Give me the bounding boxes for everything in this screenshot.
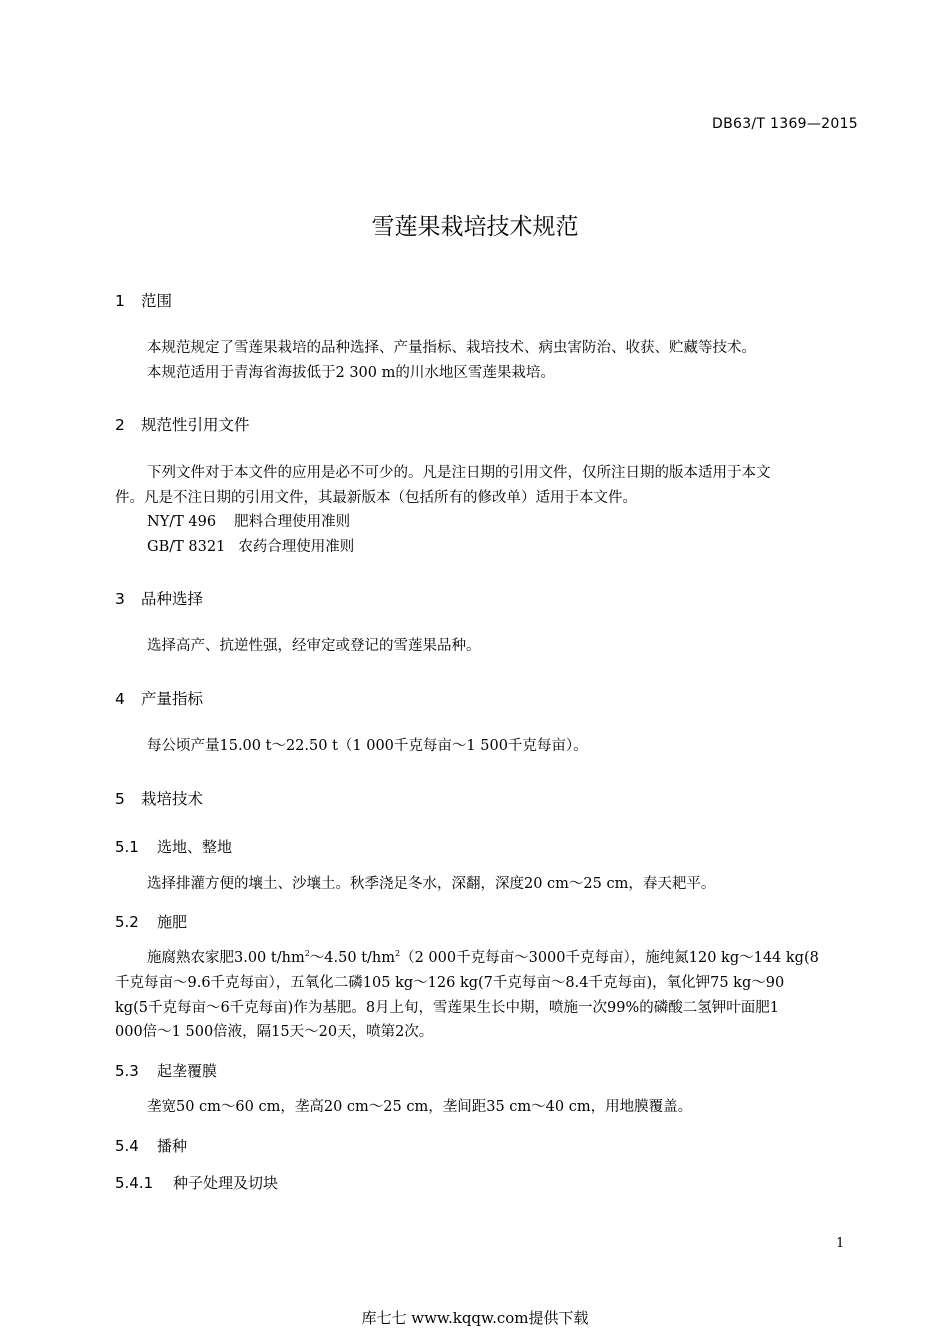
section-5-2-line-3: kg(5千克每亩～6千克每亩)作为基肥。8月上旬，雪莲果生长中期，喷施一次99%的磷酸二氢钾叶面肥1: [115, 1000, 780, 1016]
fertilizer-text: （2 000千克每亩～3000千克每亩），施纯氮120 kg～144 kg(8: [400, 950, 819, 966]
fertilizer-text: ～4.50 t/hm: [309, 950, 395, 966]
section-5-2-heading: [115, 911, 187, 932]
section-title: 起垄覆膜: [157, 1062, 218, 1080]
section-5-3-paragraph: 垄宽50 cm～60 cm，垄高20 cm～25 cm，垄间距35 cm～40 cm，用地膜覆盖。: [147, 1099, 693, 1115]
page-number: 1: [836, 1236, 845, 1251]
page-title: 雪莲果栽培技术规范: [371, 214, 579, 240]
document-code: DB63/T 1369—2015: [712, 116, 858, 132]
reference-code: GB/T 8321: [147, 539, 226, 555]
section-1-paragraph-1: 本规范规定了雪莲果栽培的品种选择、产量指标、栽培技术、病虫害防治、收获、贮藏等技术。: [147, 340, 756, 356]
section-5-2-line-1: [147, 946, 819, 970]
section-4-heading: [115, 687, 203, 709]
superscript: 2: [304, 949, 310, 959]
section-3-paragraph: 选择高产、抗逆性强，经审定或登记的雪莲果品种。: [147, 638, 481, 654]
section-number: 4: [115, 690, 125, 708]
section-title: 栽培技术: [141, 790, 204, 808]
section-3-heading: [115, 587, 203, 609]
section-5-4-1-heading: [115, 1172, 278, 1193]
section-number: 5.4: [115, 1137, 139, 1155]
section-title: 施肥: [157, 913, 188, 931]
section-number: 3: [115, 590, 125, 608]
section-5-2-line-4: 000倍～1 500倍液，隔15天～20天，喷第2次。: [115, 1024, 434, 1040]
section-2-paragraph-line-2: 件。凡是不注日期的引用文件，其最新版本（包括所有的修改单）适用于本文件。: [115, 490, 637, 506]
fertilizer-text: 施腐熟农家肥3.00 t/hm: [147, 950, 305, 966]
section-title: 范围: [141, 292, 173, 310]
reference-title: 肥料合理使用准则: [234, 514, 351, 530]
section-title: 规范性引用文件: [141, 416, 250, 434]
section-2-heading: [115, 413, 250, 435]
section-number: 2: [115, 416, 125, 434]
section-number: 5.3: [115, 1062, 139, 1080]
section-number: 5: [115, 790, 125, 808]
section-5-1-paragraph: 选择排灌方便的壤土、沙壤土。秋季浇足冬水，深翻，深度20 cm～25 cm，春天耙平。: [147, 876, 716, 892]
section-title: 种子处理及切块: [173, 1174, 279, 1192]
section-title: 产量指标: [141, 690, 204, 708]
reference-title: 农药合理使用准则: [238, 539, 355, 555]
section-title: 选地、整地: [157, 838, 233, 856]
section-title: 播种: [157, 1137, 188, 1155]
section-number: 5.1: [115, 838, 139, 856]
reference-code: NY/T 496: [147, 514, 217, 530]
section-number: 5.4.1: [115, 1174, 154, 1192]
section-4-paragraph: 每公顷产量15.00 t～22.50 t（1 000千克每亩～1 500千克每亩）。: [147, 738, 588, 754]
reference-item-2: [147, 535, 354, 559]
download-source-footer: 库七七 www.kqqw.com提供下载: [361, 1309, 589, 1327]
superscript: 2: [395, 949, 401, 959]
section-5-3-heading: [115, 1060, 217, 1081]
section-1-heading: [115, 289, 172, 311]
section-number: 5.2: [115, 913, 139, 931]
section-2-paragraph-line-1: 下列文件对于本文件的应用是必不可少的。凡是注日期的引用文件，仅所注日期的版本适用于本文: [147, 465, 771, 481]
section-5-4-heading: [115, 1135, 187, 1156]
reference-item-1: [147, 510, 350, 534]
section-5-1-heading: [115, 836, 232, 857]
section-5-heading: [115, 787, 203, 809]
section-5-2-line-2: 千克每亩～9.6千克每亩），五氧化二磷105 kg～126 kg(7千克每亩～8.4千克每亩)，氧化钾75 kg～90: [115, 975, 785, 991]
section-1-paragraph-2: 本规范适用于青海省海拔低于2 300 m的川水地区雪莲果栽培。: [147, 365, 555, 381]
section-number: 1: [115, 292, 125, 310]
section-title: 品种选择: [141, 590, 204, 608]
